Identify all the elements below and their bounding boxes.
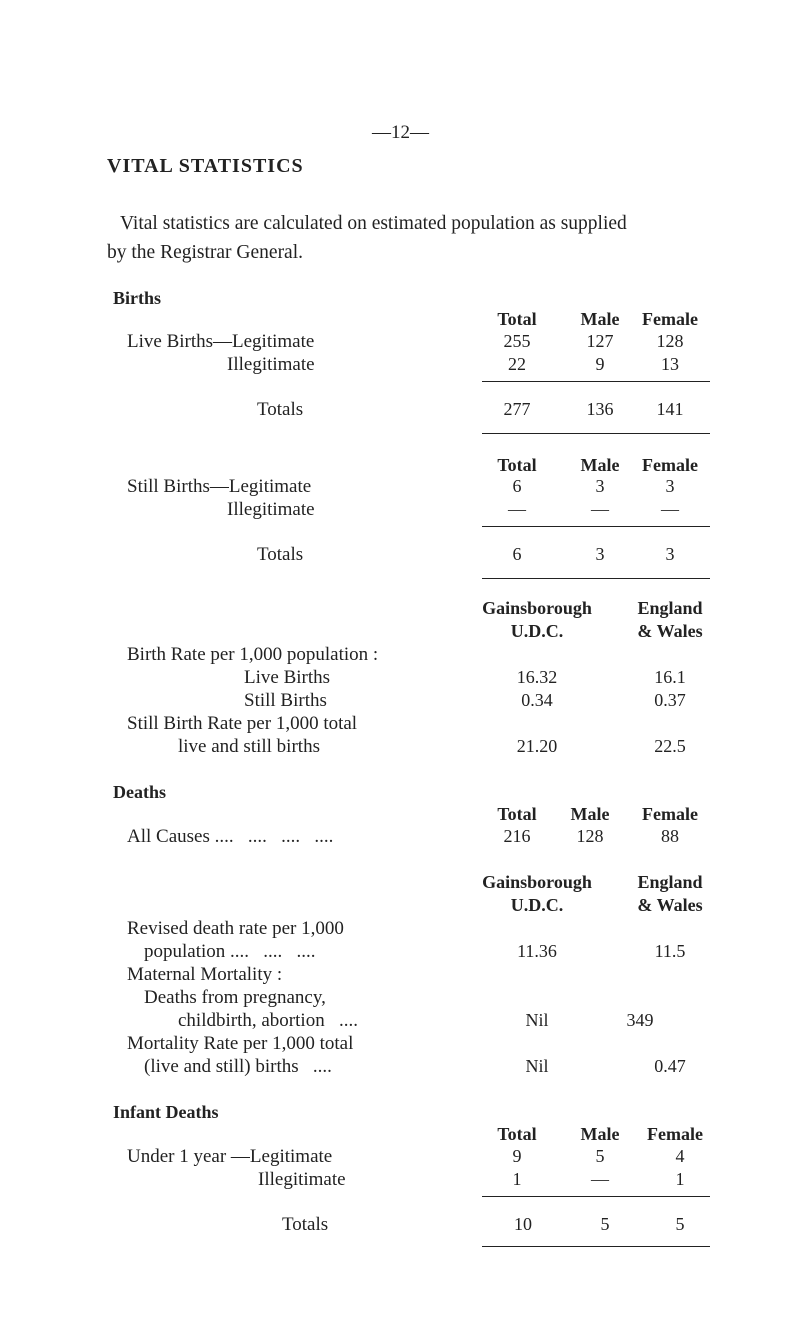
page-title: VITAL STATISTICS [107, 155, 304, 177]
col-header-england: England [637, 872, 703, 892]
col-header-total: Total [497, 1124, 537, 1144]
col-header-female: Female [642, 804, 698, 824]
still-legit-label: Still Births—Legitimate [127, 476, 312, 497]
all-causes-label: All Causes .... .... .... .... [127, 826, 334, 847]
divider [482, 578, 710, 579]
still-rate-england: 22.5 [654, 736, 686, 756]
maternal-england: 349 [626, 1010, 654, 1030]
all-causes-female: 88 [661, 826, 679, 846]
divider [482, 526, 710, 527]
mortality-label-2: (live and still) births .... [144, 1056, 332, 1077]
divider [482, 1246, 710, 1247]
revised-label-1: Revised death rate per 1,000 [127, 918, 344, 939]
page-number: —12— [372, 122, 429, 143]
maternal-label-2: Deaths from pregnancy, [144, 987, 326, 1008]
still-totals-label: Totals [257, 544, 304, 565]
col-header-female: Female [647, 1124, 703, 1144]
infant-legit-label: Under 1 year —Legitimate [127, 1146, 333, 1167]
birth-rate-label: Birth Rate per 1,000 population : [127, 644, 379, 665]
col-header-wales: & Wales [637, 621, 703, 641]
divider [482, 381, 710, 382]
divider [482, 433, 710, 434]
live-illegit-female: 13 [661, 354, 679, 374]
infant-legit-male: 5 [595, 1146, 605, 1166]
still-legit-male: 3 [595, 476, 605, 496]
col-header-udc: U.D.C. [510, 895, 564, 915]
infant-totals-female: 5 [675, 1214, 685, 1234]
live-totals-total: 277 [503, 399, 531, 419]
still-totals-female: 3 [665, 544, 675, 564]
infant-illegit-female: 1 [675, 1169, 685, 1189]
divider [482, 1196, 710, 1197]
live-illegit-total: 22 [508, 354, 526, 374]
infant-totals-male: 5 [600, 1214, 610, 1234]
col-header-gainsborough: Gainsborough [482, 872, 592, 892]
still-rate-label-2: live and still births [178, 736, 320, 757]
maternal-label-1: Maternal Mortality : [127, 964, 283, 985]
intro-line-1: Vital statistics are calculated on estimated population as supplied [120, 213, 627, 234]
col-header-female: Female [642, 309, 698, 329]
still-illegit-female: — [661, 499, 679, 519]
infant-totals-label: Totals [282, 1214, 329, 1235]
all-causes-male: 128 [576, 826, 604, 846]
mortality-label-1: Mortality Rate per 1,000 total [127, 1033, 354, 1054]
revised-england: 11.5 [654, 941, 686, 961]
still-rate-gainsborough: 21.20 [516, 736, 558, 756]
infant-illegit-label: Illegitimate [258, 1169, 346, 1190]
live-illegit-label: Illegitimate [227, 354, 315, 375]
rate-live-england: 16.1 [654, 667, 686, 687]
col-header-total: Total [497, 309, 537, 329]
col-header-male: Male [580, 1124, 620, 1144]
still-totals-male: 3 [595, 544, 605, 564]
still-legit-total: 6 [512, 476, 522, 496]
col-header-male: Male [580, 455, 620, 475]
live-illegit-male: 9 [595, 354, 605, 374]
live-legit-female: 128 [656, 331, 684, 351]
infant-legit-female: 4 [675, 1146, 685, 1166]
live-legit-male: 127 [586, 331, 614, 351]
still-legit-female: 3 [665, 476, 675, 496]
rate-live-label: Live Births [244, 667, 331, 688]
col-header-gainsborough: Gainsborough [482, 598, 592, 618]
deaths-heading: Deaths [113, 782, 166, 802]
infant-illegit-total: 1 [512, 1169, 522, 1189]
intro-line-2: by the Registrar General. [107, 242, 304, 263]
infant-illegit-male: — [591, 1169, 609, 1189]
rate-still-label: Still Births [244, 690, 327, 711]
col-header-female: Female [642, 455, 698, 475]
rate-still-england: 0.37 [654, 690, 686, 710]
live-totals-female: 141 [656, 399, 684, 419]
maternal-label-3: childbirth, abortion .... [178, 1010, 358, 1031]
infant-deaths-heading: Infant Deaths [113, 1102, 219, 1122]
still-totals-total: 6 [512, 544, 522, 564]
col-header-udc: U.D.C. [510, 621, 564, 641]
revised-gainsborough: 11.36 [517, 941, 557, 961]
still-illegit-male: — [591, 499, 609, 519]
births-heading: Births [113, 288, 162, 308]
live-legit-total: 255 [503, 331, 531, 351]
still-illegit-label: Illegitimate [227, 499, 315, 520]
all-causes-total: 216 [503, 826, 531, 846]
rate-live-gainsborough: 16.32 [516, 667, 558, 687]
live-totals-label: Totals [257, 399, 304, 420]
col-header-total: Total [497, 455, 537, 475]
col-header-wales: & Wales [637, 895, 703, 915]
rate-still-gainsborough: 0.34 [521, 690, 553, 710]
revised-label-2: population .... .... .... [144, 941, 316, 962]
live-legit-label: Live Births—Legitimate [127, 331, 315, 352]
still-illegit-total: — [508, 499, 526, 519]
live-totals-male: 136 [586, 399, 614, 419]
col-header-male: Male [580, 309, 620, 329]
col-header-total: Total [497, 804, 537, 824]
mortality-england: 0.47 [654, 1056, 686, 1076]
infant-legit-total: 9 [512, 1146, 522, 1166]
col-header-england: England [637, 598, 703, 618]
infant-totals-total: 10 [514, 1214, 532, 1234]
mortality-gainsborough: Nil [525, 1056, 549, 1076]
still-rate-label-1: Still Birth Rate per 1,000 total [127, 713, 358, 734]
maternal-gainsborough: Nil [525, 1010, 549, 1030]
col-header-male: Male [570, 804, 610, 824]
